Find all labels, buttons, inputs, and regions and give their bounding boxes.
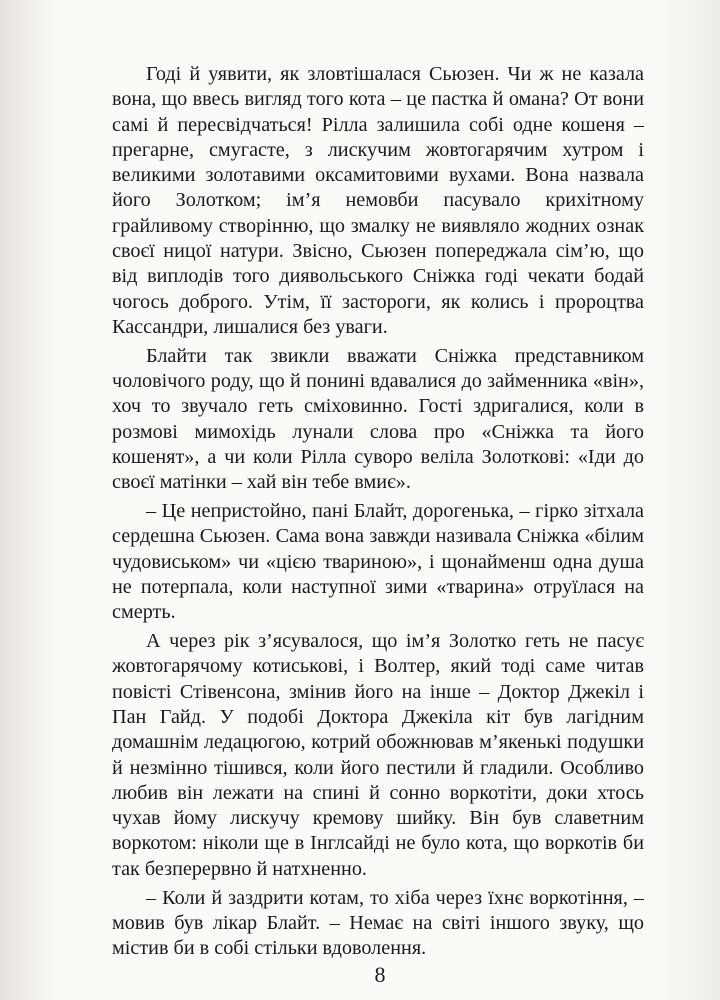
page-number: 8 — [374, 962, 386, 987]
paragraph-1: Годі й уявити, як зловтішалася Сьюзен. Чи ж не казала вона, що ввесь вигляд того кота – це пастка й омана? От вони самі й пересвідчаться! Рілла залишила собі одне кошеня – прегарне, смугасте, з лискучим жовтогарячим хутром і великими золотавими оксамитовими вухами. Вона назвала його Золотком; ім’я немовби пасувало крихітному грайливому створінню, що змалку не виявляло жодних ознак своєї ницої натури. Звісно, Сьюзен попереджала сім’ю, що від виплодів того диявольського Сніжка годі чекати бодай чогось доброго. Утім, її застороги, як колись і пророцтва Кассандри, лишалися без уваги. — [112, 63, 644, 338]
paragraph-4: А через рік з’ясувалося, що ім’я Золотко геть не пасує жовтогарячому котиськові, і Волтер, який тоді саме читав повісті Стівенсона, змінив його на інше – Доктор Джекіл і Пан Гайд. У подобі Доктора Джекіла кіт був лагідним домашнім ледацюгою, котрий обожнював м’якенькі подушки й незмінно тішився, коли його пестили й гладили. Особливо любив він лежати на спині й сонно воркотіти, доки хтось чухав йому лискучу кремову шийку. Він був славетним воркотом: ніколи ще в Інглсайді не було кота, що воркотів би так безперервно й натхненно. — [112, 630, 644, 880]
paragraph-5: – Коли й заздрити котам, то хіба через їхнє воркотіння, – мовив був лікар Блайт. – Немає на світі іншого звуку, що містив би в собі стільки вдоволення. — [112, 886, 644, 960]
page-gutter-shadow — [0, 0, 60, 1000]
page-edge-shadow — [660, 0, 720, 1000]
paragraph-3: – Це непристойно, пані Блайт, дорогенька, – гірко зітхала сердешна Сьюзен. Сама вона завжди називала Сніжка «білим чудовиськом» чи «цією твариною», і щонайменш одна душа не потерпала, коли наступної зими «тварина» отруїлася на смерть. — [112, 500, 644, 624]
book-text-body — [112, 62, 644, 965]
paragraph-2: Блайти так звикли вважати Сніжка представником чоловічого роду, що й понині вдавалися до займенника «він», хоч то звучало геть сміховинно. Гості здригалися, коли в розмові мимохідь лунали слова про «Сніжка та його кошенят», а чи коли Рілла суворо веліла Золоткові: «Іди до своєї матінки – хай він тебе вмиє». — [112, 344, 644, 494]
